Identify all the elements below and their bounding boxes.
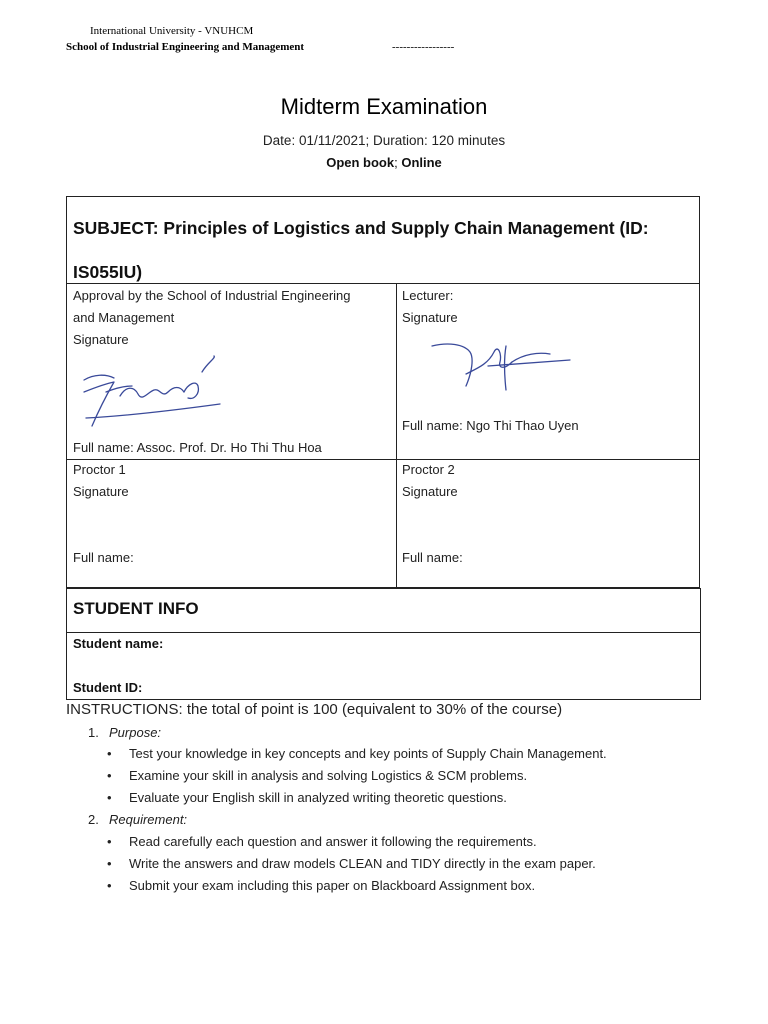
approval-signature-label: Signature (73, 332, 129, 347)
proctor-2-full-name: Full name: (402, 550, 463, 565)
exam-mode (0, 155, 768, 170)
list-item: Write the answers and draw models CLEAN and TIDY directly in the exam paper. (129, 856, 596, 871)
bullet-dot: • (107, 746, 112, 761)
approval-signature-image (76, 352, 226, 432)
approval-label-line-1: Approval by the School of Industrial Engineering (73, 288, 351, 303)
school-name: School of Industrial Engineering and Management (66, 41, 305, 53)
table-column-divider (396, 284, 397, 588)
table-divider (66, 459, 700, 460)
exam-mode-separator: ; (394, 155, 402, 170)
list-item: Read carefully each question and answer it following the requirements. (129, 834, 537, 849)
subject-line-2: IS055IU) (73, 262, 143, 282)
list-item: Test your knowledge in key concepts and key points of Supply Chain Management. (129, 746, 607, 761)
list-item: Examine your skill in analysis and solving Logistics & SCM problems. (129, 768, 528, 783)
bullet-dot: • (107, 856, 112, 871)
section-1-title: Purpose: (109, 725, 162, 740)
lecturer-label: Lecturer: (402, 288, 454, 303)
proctor-1-label: Proctor 1 (73, 462, 126, 477)
bullet-dot: • (107, 790, 112, 805)
subject-heading (73, 206, 697, 294)
list-item: Evaluate your English skill in analyzed writing theoretic questions. (129, 790, 507, 805)
lecturer-cell (402, 285, 458, 329)
proctor-2-signature-label: Signature (402, 484, 458, 499)
approval-label-line-2: and Management (73, 310, 175, 325)
student-info-divider (66, 632, 701, 633)
bullet-dot: • (107, 768, 112, 783)
proctor-2-label: Proctor 2 (402, 462, 455, 477)
exam-date-duration: Date: 01/11/2021; Duration: 120 minutes (262, 133, 506, 148)
section-2-number: 2. (88, 812, 99, 827)
proctor-1-signature-label: Signature (73, 484, 129, 499)
bullet-dot: • (107, 834, 112, 849)
header-dashes: ----------------- (392, 41, 455, 53)
student-id-label: Student ID: (73, 680, 143, 695)
subject-line-1: SUBJECT: Principles of Logistics and Supply Chain Management (ID: (73, 218, 649, 238)
exam-mode-open-book: Open book (326, 155, 395, 170)
bullet-dot: • (107, 878, 112, 893)
student-name-label: Student name: (73, 636, 164, 651)
proctor-1-full-name: Full name: (73, 550, 134, 565)
exam-title: Midterm Examination (280, 94, 488, 119)
university-name: International University - VNUHCM (90, 25, 254, 37)
exam-mode-online: Online (401, 155, 442, 170)
lecturer-full-name: Full name: Ngo Thi Thao Uyen (402, 418, 579, 433)
lecturer-signature-image (428, 334, 578, 396)
list-item: Submit your exam including this paper on Blackboard Assignment box. (129, 878, 536, 893)
proctor-1-cell (73, 459, 129, 503)
approval-full-name: Full name: Assoc. Prof. Dr. Ho Thi Thu Hoa (73, 440, 322, 455)
approval-cell (73, 285, 391, 351)
lecturer-signature-label: Signature (402, 310, 458, 325)
instructions-heading: INSTRUCTIONS: the total of point is 100 (equivalent to 30% of the course) (66, 701, 563, 718)
proctor-2-cell (402, 459, 458, 503)
student-info-title: STUDENT INFO (73, 599, 199, 618)
section-2-title: Requirement: (109, 812, 188, 827)
section-1-number: 1. (88, 725, 99, 740)
